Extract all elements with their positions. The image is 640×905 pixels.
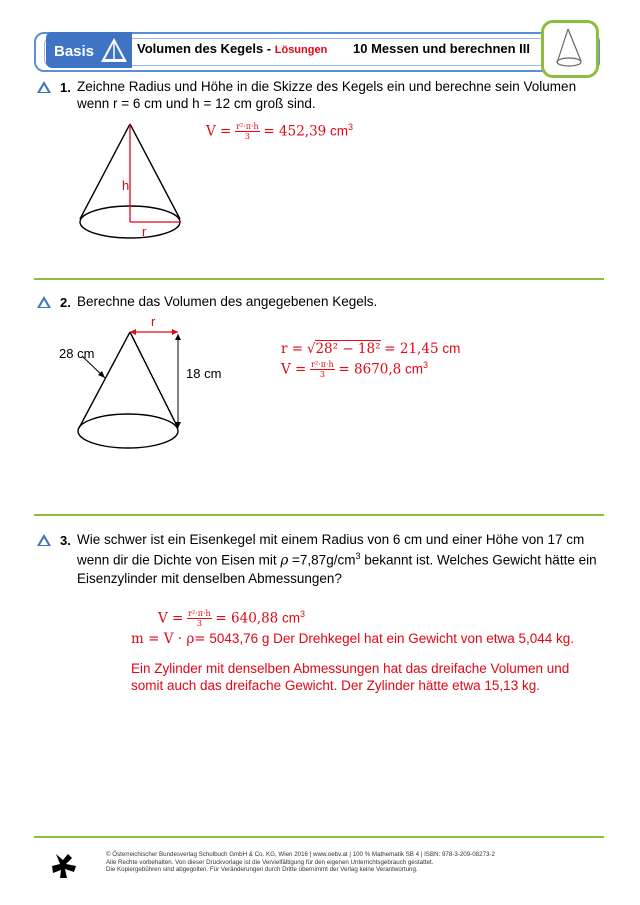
task2-text: Berechne das Volumen des angegebenen Kegels. xyxy=(77,294,378,309)
task3-number: 3. xyxy=(60,533,71,548)
separator-2 xyxy=(34,514,604,516)
task3-mass-line: m = V · ρ= 5043,76 g Der Drehkegel hat ein Gewicht von etwa 5,044 kg. xyxy=(131,631,575,647)
cone-icon xyxy=(544,23,596,75)
task1-formula: V = $\frac{\text{r²·π·h}}{3}$ = 452,39 $cm^3$ xyxy=(206,122,354,142)
task2-radius-formula: r = √28² − 18² = 21,45 cm xyxy=(281,341,461,357)
level-icon xyxy=(36,533,52,547)
cone-diagram-1 xyxy=(70,118,200,248)
task2-radius-label: r xyxy=(151,314,156,329)
task3-conclusion: Ein Zylinder mit denselben Abmessungen hat das dreifache Volumen und somit auch das dreifache Gewicht. Der Zylinder hätte etwa 15,13 kg. xyxy=(131,661,570,693)
task2-number: 2. xyxy=(60,295,71,310)
publisher-logo-icon xyxy=(50,852,78,880)
basis-badge xyxy=(46,32,132,68)
footer-text: © Österreichischer Bundesverlag Schulbuch GmbH & Co. KG, Wien 2016 | www.oebv.at | 100 % Mathematik SB 4 | ISBN: 978-3-209-08273-2 Alle Rechte vorbehalten. Von dieser Druckvorlage ist die Vervielfältigung für den eigenen Unterrichtsgebrauch gestattet. Die Kopiergebühren sind abgegolten. Für Veränderungen durch Dritte übernimmt der Verlag keine Verantwortung. xyxy=(106,851,495,874)
solutions-label: Lösungen xyxy=(274,44,328,56)
task2-volume-formula: V = $\frac{\text{r²·π·h}}{3}$ = 8670,8 $cm^3$ xyxy=(281,360,429,380)
task1-text: Zeichne Radius und Höhe in die Skizze des Kegels ein und berechne sein Volumen wenn r = 6 cm und h = 12 cm groß sind. xyxy=(77,79,577,111)
task3-volume-formula: V = $\frac{\text{r²·π·h}}{3}$ = 640,88 $cm^3$ xyxy=(158,609,306,629)
cone-diagram-2 xyxy=(70,318,200,458)
chapter-title: 10 Messen und berechnen III xyxy=(353,41,530,56)
separator-3 xyxy=(34,836,604,838)
page-title: Volumen des Kegels - Lösungen xyxy=(137,41,328,56)
task1-radius-label: r xyxy=(142,224,147,239)
cone-badge xyxy=(541,20,599,78)
task3-text: Wie schwer ist ein Eisenkegel mit einem Radius von 6 cm und einer Höhe von 17 cm wenn dir die Dichte von Eisen mit $\rho =7,87g/cm^3$ bekannt ist. Welches Gewicht hätte ein Eisenzylinder mit denselben Abmessungen? xyxy=(77,532,597,586)
task1-number: 1. xyxy=(60,80,71,95)
task2-height-label: 18 cm xyxy=(186,366,222,381)
task1-height-label: h xyxy=(122,178,130,193)
separator-1 xyxy=(34,278,604,280)
level-icon xyxy=(36,80,52,94)
level-icon xyxy=(36,295,52,309)
basis-label: Basis xyxy=(54,43,95,60)
pyramid-icon xyxy=(100,36,128,64)
task2-side-label: 28 cm xyxy=(59,346,95,361)
